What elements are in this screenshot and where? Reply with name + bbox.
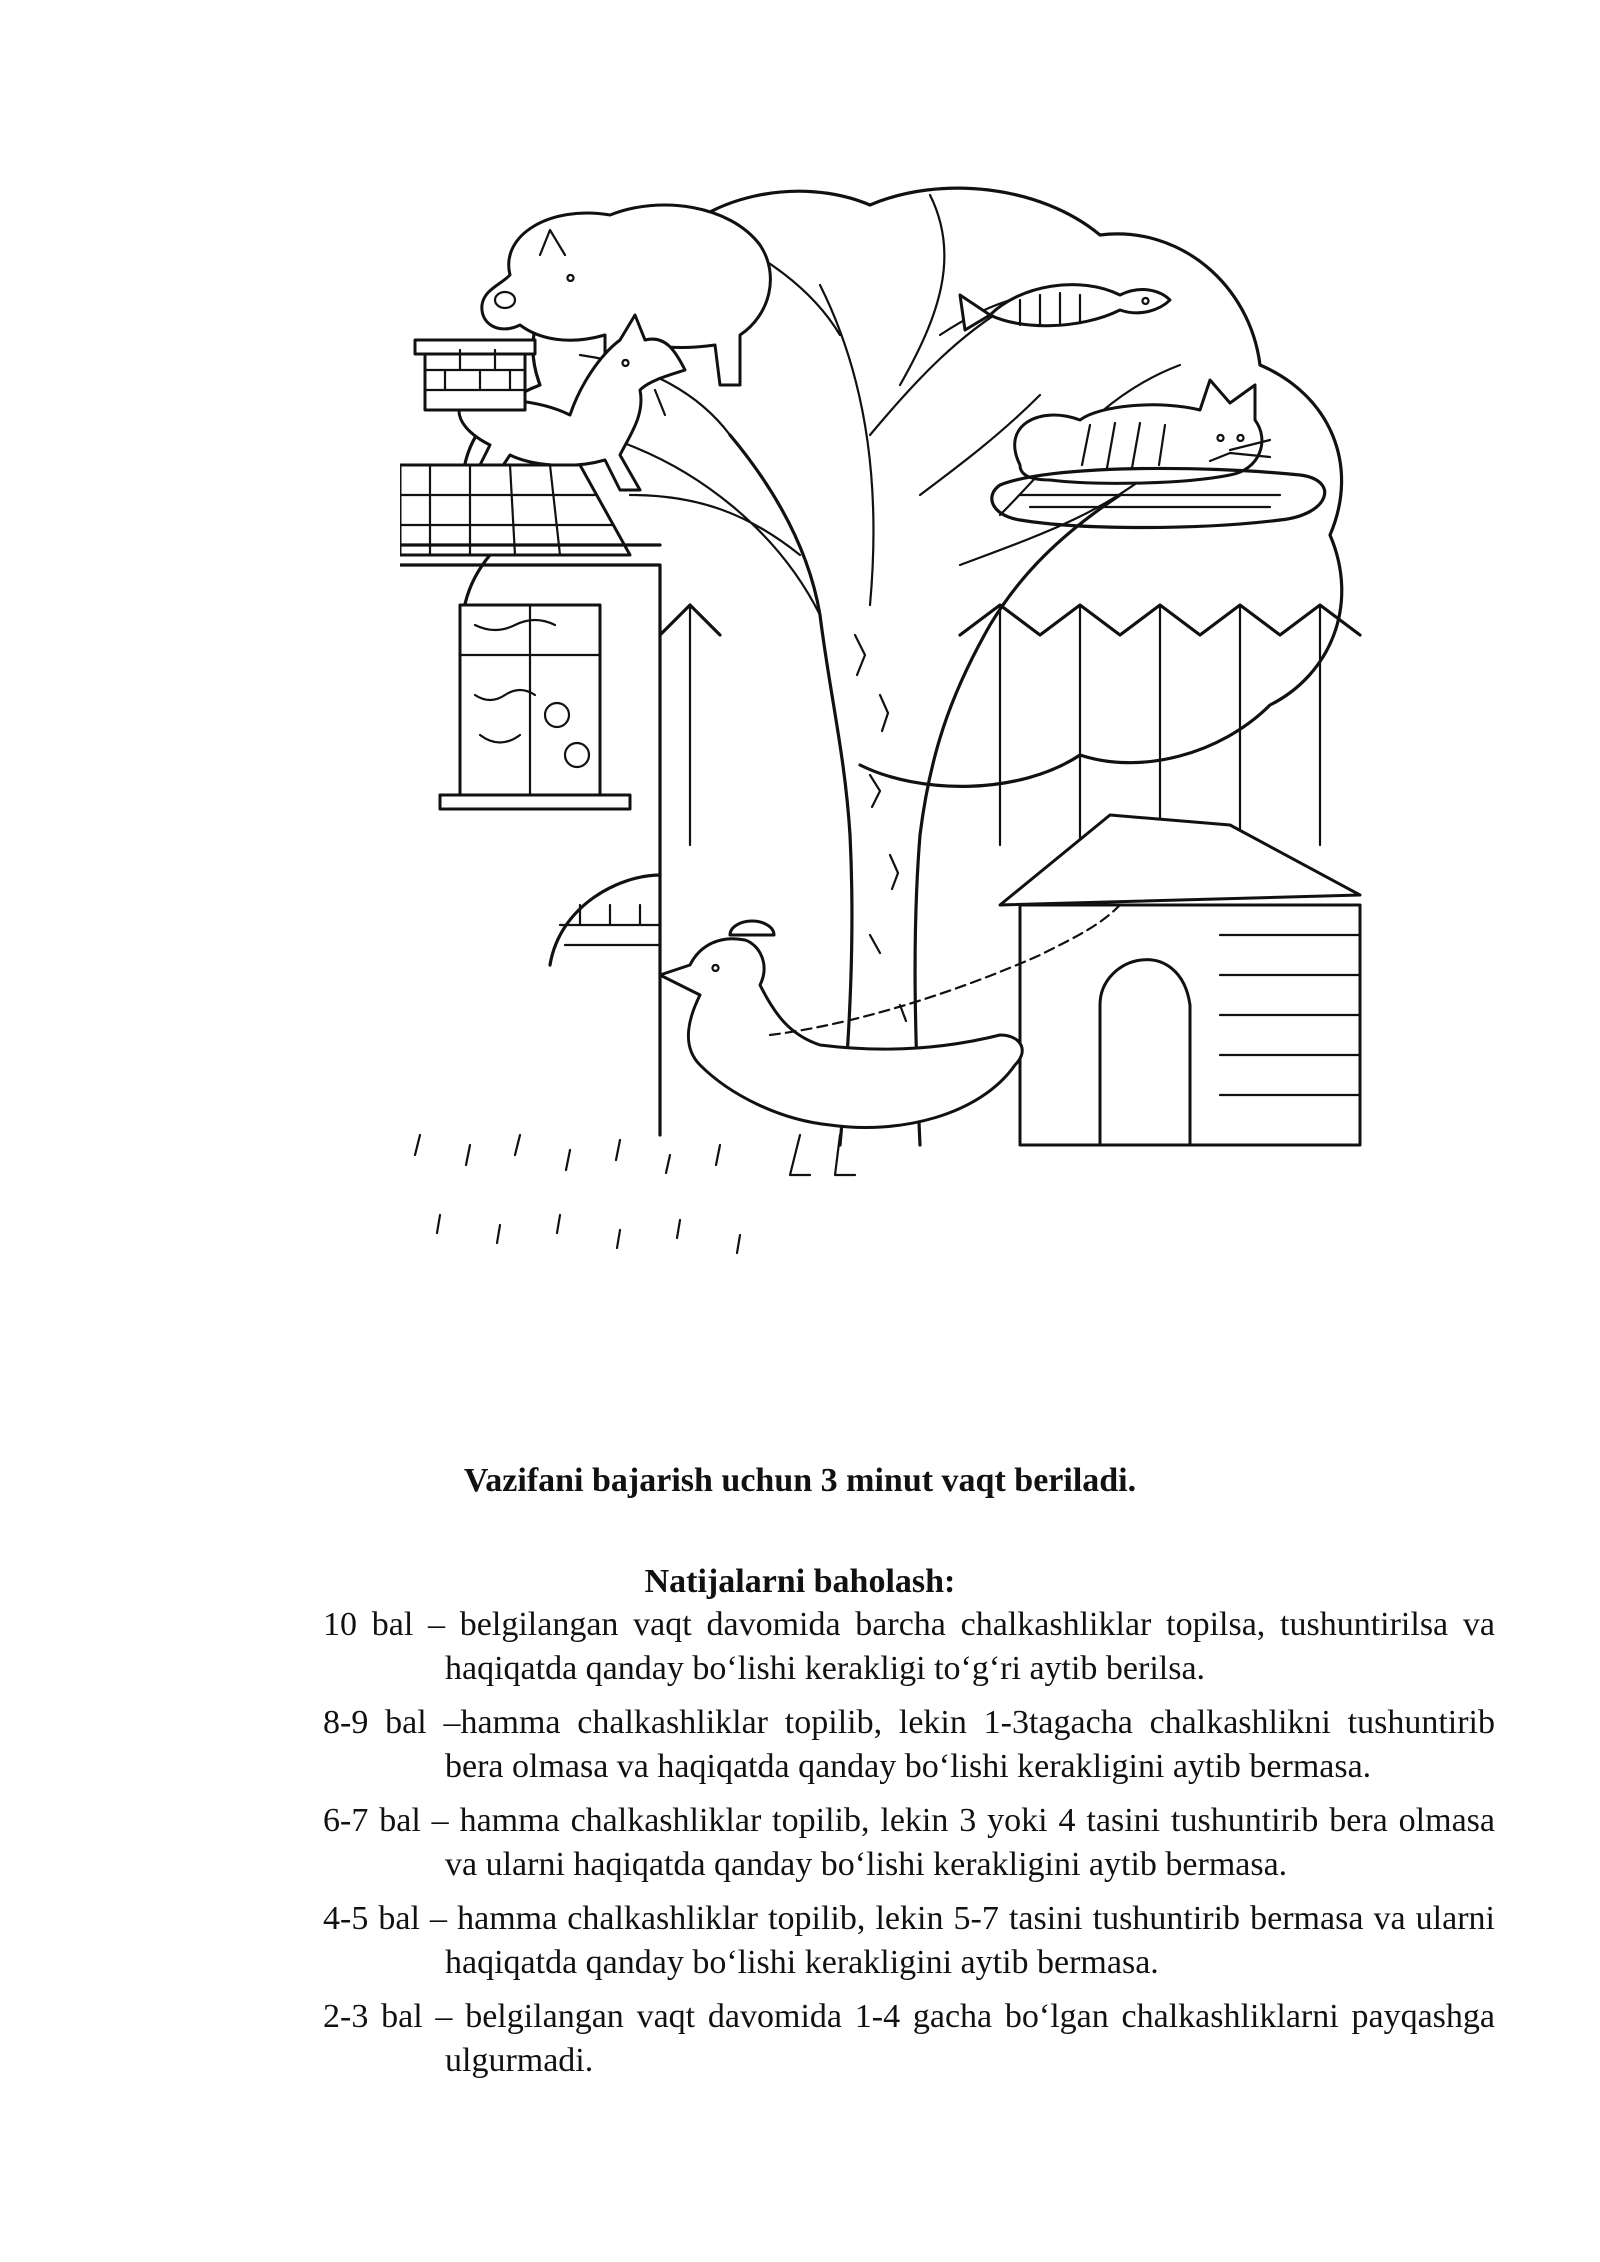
- task-time-note: Vazifani bajarish uchun 3 minut vaqt beriladi.: [463, 1462, 1137, 1499]
- criterion-item: 8-9 bal –hamma chalkashliklar topilib, lekin 1-3tagacha chalkashlikni tushuntirib bera olmasa va haqiqatda qanday bo‘lishi kerakligini aytib bermasa.: [323, 1704, 1495, 1785]
- scoring-criteria-list: [323, 1603, 1495, 2093]
- house: [400, 565, 660, 1135]
- doghouse: [1000, 815, 1360, 1145]
- ground: [415, 1135, 740, 1253]
- criterion-item: 2-3 bal – belgilangan vaqt davomida 1-4 gacha bo‘lgan chalkashliklarni payqashga ulgurmadi.: [323, 1998, 1495, 2079]
- cat-in-nest: [992, 380, 1325, 528]
- criterion-item: 6-7 bal – hamma chalkashliklar topilib, lekin 3 yoki 4 tasini tushuntirib bera olmasa va ularni haqiqatda qanday bo‘lishi kerakligini aytib bermasa.: [323, 1802, 1495, 1883]
- fence: [660, 605, 1360, 845]
- nonsense-picture-illustration: [400, 135, 1370, 1435]
- results-heading: Natijalarni baholash:: [644, 1563, 956, 1600]
- criterion-item: 10 bal – belgilangan vaqt davomida barcha chalkashliklar topilsa, tushuntirilsa va haqiqatda qanday bo‘lishi kerakligi to‘g‘ri aytib berilsa.: [323, 1606, 1495, 1687]
- chimney: [415, 340, 535, 410]
- criterion-item: 4-5 bal – hamma chalkashliklar topilib, lekin 5-7 tasini tushuntirib bermasa va ularni haqiqatda qanday bo‘lishi kerakligini aytib bermasa.: [323, 1900, 1495, 1981]
